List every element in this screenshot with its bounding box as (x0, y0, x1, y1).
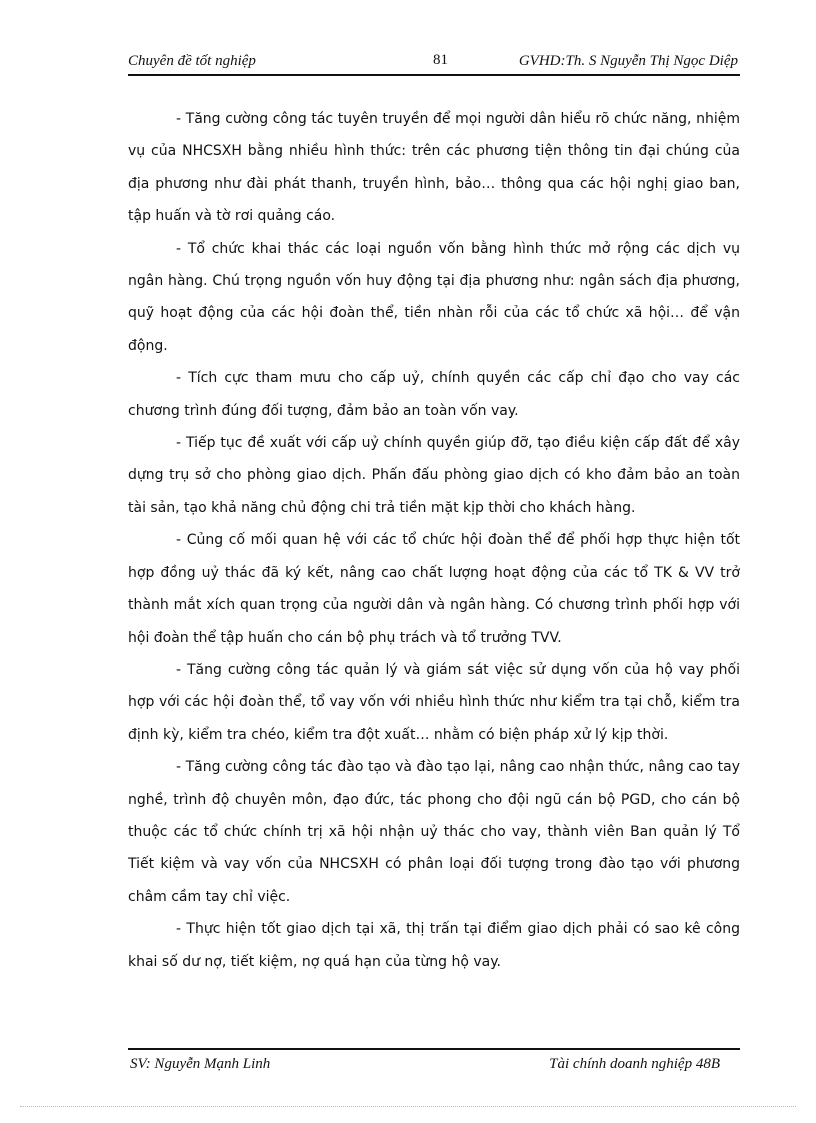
paragraph: - Tích cực tham mưu cho cấp uỷ, chính quyền các cấp chỉ đạo cho vay các chương trình đúng đối tượng, đảm bảo an toàn vốn vay. (128, 370, 740, 419)
paragraph: - Củng cố mối quan hệ với các tổ chức hội đoàn thể để phối hợp thực hiện tốt hợp đồng uỷ thác đã ký kết, nâng cao chất lượng hoạt động của các tổ TK & VV trở thành mắt xích quan trọng của người dân và ngân hàng. Có chương trình phối hợp với hội đoàn thể tập huấn cho cán bộ phụ trách và tổ trưởng TVV. (128, 532, 740, 646)
page-number: 81 (433, 52, 448, 68)
header-advisor: GVHD:Th. S Nguyễn Thị Ngọc Diệp (518, 53, 738, 69)
page-footer (128, 1048, 740, 1080)
paragraph: - Tăng cường công tác quản lý và giám sát việc sử dụng vốn của hộ vay phối hợp với các hội đoàn thể, tổ vay vốn với nhiều hình thức như kiểm tra tại chỗ, kiểm tra định kỳ, kiểm tra chéo, kiểm tra đột xuất… nhằm có biện pháp xử lý kịp thời. (128, 661, 740, 743)
footer-class: Tài chính doanh nghiệp 48B (549, 1056, 720, 1072)
footer-student: SV: Nguyễn Mạnh Linh (130, 1056, 271, 1072)
document-body (128, 103, 740, 978)
paragraph: - Tăng cường công tác tuyên truyền để mọi người dân hiểu rõ chức năng, nhiệm vụ của NHCSXH bằng nhiều hình thức: trên các phương tiện thông tin đại chúng của địa phương như đài phát thanh, truyền hình, bảo… thông qua các hội nghị giao ban, tập huấn và tờ rơi quảng cáo. (128, 111, 740, 225)
paragraph: - Thực hiện tốt giao dịch tại xã, thị trấn tại điểm giao dịch phải có sao kê công khai số dư nợ, tiết kiệm, nợ quá hạn của từng hộ vay. (128, 921, 740, 970)
paragraph: - Tổ chức khai thác các loại nguồn vốn bằng hình thức mở rộng các dịch vụ ngân hàng. Chú trọng nguồn vốn huy động tại địa phương như: ngân sách địa phương, quỹ hoạt động của các hội đoàn thể, tiền nhàn rỗi của các tổ chức xã hội… để vận động. (128, 240, 740, 354)
page-header (128, 50, 740, 76)
paragraph: - Tiếp tục đề xuất với cấp uỷ chính quyền giúp đỡ, tạo điều kiện cấp đất để xây dựng trụ sở cho phòng giao dịch. Phấn đấu phòng giao dịch có kho đảm bảo an toàn tài sản, tạo khả năng chủ động chi trả tiền mặt kịp thời cho khách hàng. (128, 435, 740, 516)
paragraph: - Tăng cường công tác đào tạo và đào tạo lại, nâng cao nhận thức, nâng cao tay nghề, trình độ chuyên môn, đạo đức, tác phong cho đội ngũ cán bộ PGD, cho cán bộ thuộc các tổ chức chính trị xã hội nhận uỷ thác cho vay, thành viên Ban quản lý Tổ Tiết kiệm và vay vốn của NHCSXH có phân loại đối tượng trong đào tạo với phương châm cầm tay chỉ việc. (128, 759, 740, 905)
page-bottom-divider (20, 1106, 796, 1107)
header-title: Chuyên đề tốt nghiệp (128, 53, 256, 69)
